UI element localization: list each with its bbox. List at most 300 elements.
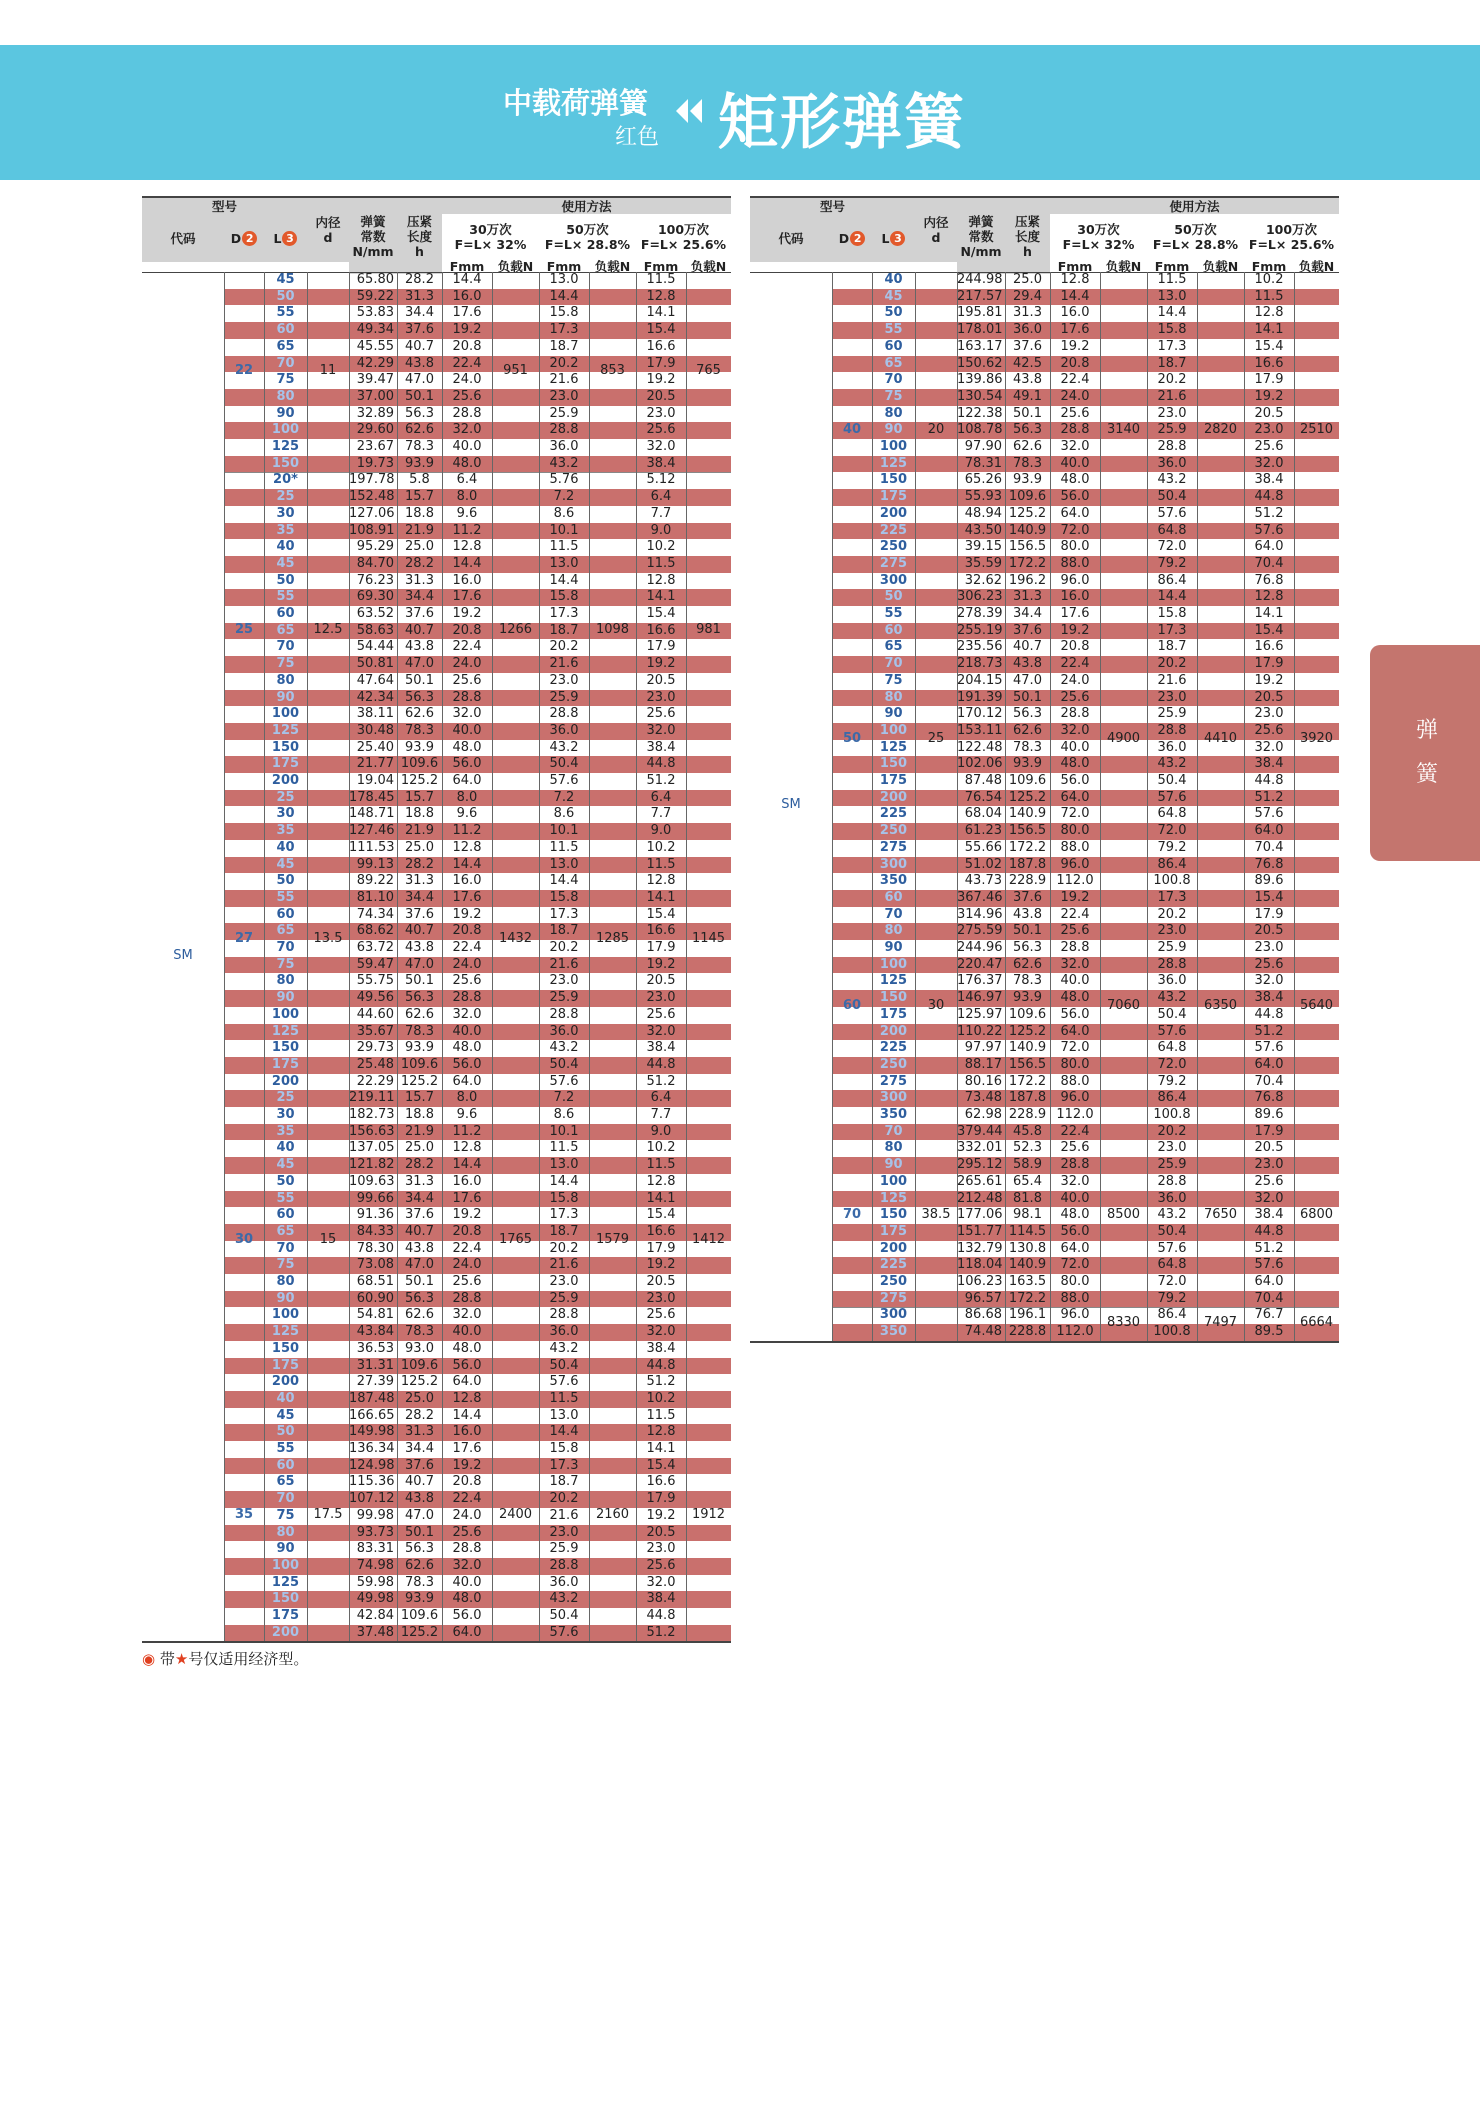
table-row: [832, 589, 1339, 606]
header-D: D 2: [832, 214, 872, 262]
row-fmm-30: 28.8: [1060, 940, 1090, 955]
row-fmm-30: 12.8: [452, 1390, 482, 1406]
row-fmm-100: 23.0: [1254, 940, 1284, 955]
row-fmm-50: 21.6: [1157, 672, 1187, 688]
table-row: [224, 305, 731, 322]
row-spring-constant: 61.23: [964, 823, 1002, 839]
row-length-L: 200: [271, 773, 300, 788]
row-fmm-100: 7.7: [650, 806, 672, 822]
row-fmm-50: 17.3: [549, 606, 579, 621]
row-fmm-100: 44.8: [1254, 773, 1284, 788]
row-fmm-100: 15.4: [646, 322, 676, 338]
row-fmm-100: 32.0: [1254, 739, 1284, 755]
row-compressed-length: 21.9: [405, 1123, 434, 1139]
table-row: [832, 756, 1339, 773]
row-compressed-length: 109.6: [1008, 489, 1047, 505]
row-fmm-30: 16.0: [1060, 305, 1090, 321]
header-spring-constant: 弹簧 常数 N/mm: [957, 198, 1005, 274]
row-compressed-length: 25.0: [405, 1390, 434, 1406]
row-length-L: 200: [879, 505, 908, 521]
row-fmm-50: 36.0: [549, 722, 579, 738]
table-row: [224, 1107, 731, 1124]
row-fmm-100: 9.0: [650, 522, 672, 538]
row-fmm-100: 16.6: [646, 1223, 676, 1239]
row-length-L: 60: [884, 889, 903, 905]
column-divider: [1050, 272, 1051, 1341]
table-row: [832, 1191, 1339, 1208]
row-spring-constant: 108.91: [349, 522, 395, 538]
row-length-L: 75: [276, 1507, 295, 1523]
row-compressed-length: 78.3: [405, 1324, 434, 1340]
row-length-L: 100: [271, 422, 300, 438]
table-row: [224, 890, 731, 907]
row-length-L: 50: [884, 305, 903, 321]
row-fmm-30: 64.0: [1060, 505, 1090, 521]
row-fmm-30: 32.0: [1060, 722, 1090, 738]
row-spring-constant: 218.73: [957, 656, 1003, 672]
row-fmm-100: 16.6: [1254, 639, 1284, 655]
row-compressed-length: 125.2: [1008, 789, 1047, 805]
row-fmm-30: 32.0: [452, 422, 482, 438]
table-row: [224, 356, 731, 373]
row-fmm-100: 16.6: [1254, 355, 1284, 371]
row-compressed-length: 52.3: [1013, 1140, 1042, 1156]
table-row: [224, 339, 731, 356]
table-row: [832, 406, 1339, 423]
row-fmm-50: 50.4: [1157, 773, 1187, 788]
row-compressed-length: 47.0: [1013, 672, 1042, 688]
table-row: [832, 573, 1339, 590]
row-fmm-100: 32.0: [646, 1023, 676, 1039]
table-row: [224, 1591, 731, 1608]
row-fmm-30: 9.6: [456, 505, 478, 521]
table-row: [224, 1224, 731, 1241]
row-fmm-50: 17.3: [1157, 889, 1187, 905]
row-length-L: 250: [879, 539, 908, 555]
row-compressed-length: 34.4: [405, 1190, 434, 1206]
row-length-L: 200: [271, 1073, 300, 1089]
row-fmm-100: 15.4: [646, 906, 676, 922]
side-tab-springs[interactable]: [1370, 645, 1480, 861]
row-fmm-30: 22.4: [1060, 372, 1090, 388]
row-fmm-100: 44.8: [646, 1357, 676, 1373]
group-load-30: 1432: [498, 931, 533, 946]
row-fmm-100: 89.5: [1254, 1324, 1284, 1340]
row-fmm-100: 10.2: [646, 539, 676, 555]
row-compressed-length: 58.9: [1013, 1157, 1042, 1173]
row-fmm-100: 20.5: [1254, 1140, 1284, 1156]
row-fmm-100: 64.0: [1254, 823, 1284, 839]
row-fmm-30: 56.0: [452, 1608, 482, 1623]
group-load-100: 1912: [691, 1507, 726, 1523]
row-fmm-50: 20.2: [549, 940, 579, 955]
row-spring-constant: 42.84: [356, 1608, 394, 1623]
row-fmm-50: 17.3: [1157, 622, 1187, 638]
row-spring-constant: 80.16: [964, 1073, 1002, 1089]
column-divider: [397, 272, 398, 1641]
table-row: [224, 1124, 731, 1141]
row-compressed-length: 25.0: [1013, 272, 1042, 287]
table-row: [832, 940, 1339, 957]
table-row: [224, 606, 731, 623]
row-length-L: 90: [884, 706, 903, 722]
row-fmm-100: 57.6: [1254, 1040, 1284, 1056]
row-compressed-length: 228.9: [1008, 1107, 1047, 1122]
table-row: [224, 1608, 731, 1625]
row-length-L: 150: [271, 455, 300, 471]
row-spring-constant: 35.59: [964, 555, 1002, 571]
table-row: [224, 706, 731, 723]
table-row: [832, 389, 1339, 406]
row-fmm-100: 17.9: [1254, 656, 1284, 672]
row-fmm-100: 38.4: [646, 455, 676, 471]
table-row: [832, 1324, 1339, 1341]
row-spring-constant: 156.63: [349, 1123, 395, 1139]
table-row: [224, 723, 731, 740]
row-fmm-50: 28.8: [549, 1307, 579, 1323]
row-spring-constant: 44.60: [356, 1006, 394, 1022]
row-fmm-30: 20.8: [452, 1474, 482, 1490]
table-row: [224, 1307, 731, 1324]
row-length-L: 50: [276, 1173, 295, 1189]
header-model: 型号: [750, 198, 915, 214]
row-fmm-30: 16.0: [452, 873, 482, 889]
row-fmm-30: 20.8: [1060, 355, 1090, 371]
row-fmm-100: 10.2: [646, 1390, 676, 1406]
row-length-L: 175: [271, 1056, 300, 1072]
row-fmm-100: 57.6: [1254, 1257, 1284, 1273]
table-row: [832, 1007, 1339, 1024]
group-load-100: 765: [696, 363, 721, 379]
table-row: [832, 1274, 1339, 1291]
column-divider: [1244, 272, 1245, 1341]
group-load-30: 8330: [1106, 1315, 1141, 1331]
row-fmm-100: 15.4: [1254, 889, 1284, 905]
row-compressed-length: 43.8: [1013, 906, 1042, 922]
row-length-L: 175: [879, 773, 908, 788]
row-compressed-length: 43.8: [1013, 372, 1042, 388]
star-icon: ★: [174, 1650, 189, 1668]
row-compressed-length: 40.7: [405, 1223, 434, 1239]
row-compressed-length: 78.3: [405, 1023, 434, 1039]
row-fmm-100: 10.2: [646, 839, 676, 855]
row-fmm-100: 38.4: [1254, 756, 1284, 772]
table-row: [832, 556, 1339, 573]
table-row: [832, 322, 1339, 339]
row-fmm-100: 32.0: [1254, 973, 1284, 989]
row-fmm-50: 21.6: [549, 1257, 579, 1273]
row-fmm-100: 89.6: [1254, 873, 1284, 889]
row-fmm-100: 19.2: [1254, 672, 1284, 688]
table-row: [224, 973, 731, 990]
row-spring-constant: 30.48: [356, 722, 394, 738]
row-fmm-50: 25.9: [1157, 1157, 1187, 1173]
row-length-L: 75: [276, 372, 295, 388]
row-fmm-50: 17.3: [549, 906, 579, 922]
row-compressed-length: 109.6: [400, 1608, 439, 1623]
side-tab-char-1: 弹: [1415, 718, 1438, 743]
row-spring-constant: 130.54: [957, 388, 1003, 404]
row-fmm-30: 28.8: [452, 405, 482, 421]
row-fmm-100: 12.8: [646, 1424, 676, 1440]
row-fmm-30: 19.2: [452, 1207, 482, 1223]
row-compressed-length: 18.8: [405, 505, 434, 521]
table-row: [224, 322, 731, 339]
row-spring-constant: 204.15: [957, 672, 1003, 688]
row-length-L: 75: [276, 956, 295, 972]
table-row: [832, 973, 1339, 990]
row-fmm-50: 64.8: [1157, 806, 1187, 822]
row-fmm-50: 20.2: [1157, 906, 1187, 922]
row-fmm-50: 13.0: [1157, 288, 1187, 304]
row-fmm-50: 72.0: [1157, 1274, 1187, 1289]
row-fmm-50: 86.4: [1157, 1090, 1187, 1106]
table-row: [224, 506, 731, 523]
row-fmm-100: 32.0: [646, 1574, 676, 1590]
row-spring-constant: 36.53: [356, 1340, 394, 1356]
header-inner-diameter: 内径 d: [915, 198, 957, 262]
table-row: [224, 756, 731, 773]
row-fmm-30: 32.0: [1060, 1173, 1090, 1189]
row-compressed-length: 28.2: [405, 555, 434, 571]
row-compressed-length: 34.4: [405, 889, 434, 905]
table-row: [832, 1207, 1339, 1224]
row-length-L: 150: [879, 1207, 908, 1223]
row-spring-constant: 51.02: [964, 856, 1002, 872]
row-compressed-length: 187.8: [1008, 1090, 1047, 1106]
table-row: [224, 1024, 731, 1041]
row-spring-constant: 99.13: [356, 856, 394, 872]
row-fmm-100: 23.0: [1254, 422, 1284, 438]
table-row: [224, 1341, 731, 1358]
group-D-value: 30: [234, 1231, 254, 1247]
row-length-L: 225: [879, 1257, 908, 1273]
row-fmm-50: 28.8: [549, 422, 579, 438]
row-compressed-length: 36.0: [1013, 322, 1042, 338]
row-fmm-100: 44.8: [646, 1608, 676, 1623]
row-fmm-50: 14.4: [549, 288, 579, 304]
row-compressed-length: 50.1: [1013, 405, 1042, 421]
row-compressed-length: 62.6: [405, 1557, 434, 1573]
row-compressed-length: 18.8: [405, 806, 434, 822]
row-fmm-30: 80.0: [1060, 1274, 1090, 1289]
row-fmm-100: 19.2: [646, 1507, 676, 1523]
row-fmm-50: 25.9: [1157, 422, 1187, 438]
row-spring-constant: 63.52: [356, 606, 394, 621]
row-fmm-100: 32.0: [1254, 1190, 1284, 1206]
row-fmm-30: 19.2: [1060, 622, 1090, 638]
row-fmm-100: 14.1: [646, 589, 676, 605]
row-length-L: 225: [879, 806, 908, 822]
row-fmm-50: 100.8: [1153, 1324, 1191, 1340]
row-fmm-30: 40.0: [1060, 455, 1090, 471]
row-compressed-length: 25.0: [405, 539, 434, 555]
row-spring-constant: 59.47: [356, 956, 394, 972]
row-fmm-30: 64.0: [1060, 789, 1090, 805]
row-spring-constant: 74.48: [964, 1324, 1002, 1340]
row-fmm-30: 14.4: [452, 1407, 482, 1423]
row-spring-constant: 99.98: [356, 1507, 394, 1523]
row-fmm-50: 57.6: [1157, 1240, 1187, 1256]
row-length-L: 125: [271, 722, 300, 738]
row-fmm-50: 23.0: [549, 672, 579, 688]
row-fmm-50: 20.2: [1157, 656, 1187, 672]
row-spring-constant: 39.15: [964, 539, 1002, 555]
row-fmm-30: 19.2: [452, 322, 482, 338]
column-divider: [832, 272, 833, 1341]
row-compressed-length: 56.3: [1013, 940, 1042, 955]
row-fmm-30: 48.0: [452, 1340, 482, 1356]
table-row: [832, 823, 1339, 840]
row-spring-constant: 50.81: [356, 656, 394, 672]
row-fmm-100: 11.5: [646, 555, 676, 571]
row-fmm-100: 7.7: [650, 505, 672, 521]
row-fmm-100: 14.1: [1254, 322, 1284, 338]
row-length-L: 55: [276, 1441, 295, 1456]
row-length-L: 175: [271, 1357, 300, 1373]
group-load-50: 2820: [1203, 421, 1238, 437]
row-spring-constant: 62.98: [964, 1107, 1002, 1122]
row-compressed-length: 43.8: [405, 355, 434, 371]
row-fmm-30: 64.0: [1060, 1023, 1090, 1039]
row-compressed-length: 109.6: [400, 1056, 439, 1072]
row-fmm-100: 51.2: [1254, 789, 1284, 805]
table-row: [224, 1391, 731, 1408]
row-fmm-100: 64.0: [1254, 1056, 1284, 1072]
table-row: [832, 523, 1339, 540]
row-fmm-30: 11.2: [452, 522, 482, 538]
row-compressed-length: 34.4: [405, 1441, 434, 1456]
group-load-30: 8500: [1106, 1206, 1141, 1222]
row-spring-constant: 110.22: [957, 1023, 1003, 1039]
row-fmm-30: 88.0: [1060, 839, 1090, 855]
bullet-icon: ◉: [142, 1650, 156, 1668]
row-spring-constant: 45.55: [356, 338, 394, 354]
row-spring-constant: 178.01: [957, 322, 1003, 338]
row-fmm-30: 14.4: [452, 856, 482, 872]
group-inner-diameter: 13.5: [313, 931, 343, 946]
table-header: [142, 196, 731, 274]
row-compressed-length: 37.6: [1013, 622, 1042, 638]
group-load-30: 4900: [1106, 730, 1141, 746]
row-compressed-length: 62.6: [1013, 956, 1042, 972]
group-load-50: 2160: [595, 1507, 630, 1523]
row-compressed-length: 130.8: [1008, 1240, 1047, 1256]
row-spring-constant: 177.06: [957, 1207, 1003, 1223]
row-fmm-100: 6.4: [650, 1090, 672, 1106]
row-length-L: 150: [271, 1040, 300, 1056]
row-fmm-30: 24.0: [452, 1507, 482, 1523]
row-fmm-30: 40.0: [452, 1023, 482, 1039]
row-fmm-50: 21.6: [549, 1507, 579, 1523]
row-length-L: 25: [276, 1090, 295, 1106]
row-fmm-50: 36.0: [1157, 1190, 1187, 1206]
table-row: [832, 857, 1339, 874]
row-spring-constant: 109.63: [349, 1173, 395, 1189]
row-compressed-length: 47.0: [405, 1257, 434, 1273]
table-row: [224, 1541, 731, 1558]
row-compressed-length: 228.8: [1008, 1324, 1047, 1340]
row-fmm-50: 25.9: [549, 689, 579, 705]
row-fmm-30: 48.0: [1060, 756, 1090, 772]
table-row: [224, 1291, 731, 1308]
row-length-L: 70: [276, 1240, 295, 1256]
row-spring-constant: 217.57: [957, 288, 1003, 304]
row-fmm-100: 20.5: [1254, 689, 1284, 705]
row-spring-constant: 152.48: [349, 489, 395, 505]
row-spring-constant: 187.48: [349, 1390, 395, 1406]
row-fmm-50: 21.6: [1157, 388, 1187, 404]
row-fmm-30: 72.0: [1060, 1257, 1090, 1273]
column-divider: [1147, 272, 1148, 1341]
row-compressed-length: 31.3: [405, 572, 434, 588]
group-D-value: 70: [842, 1206, 862, 1222]
row-fmm-50: 13.0: [549, 856, 579, 872]
row-spring-constant: 139.86: [957, 372, 1003, 388]
row-fmm-50: 13.0: [549, 555, 579, 571]
row-length-L: 175: [879, 1223, 908, 1239]
row-length-L: 50: [276, 572, 295, 588]
row-fmm-30: 22.4: [452, 355, 482, 371]
row-fmm-30: 28.8: [452, 689, 482, 705]
row-fmm-50: 50.4: [549, 1608, 579, 1623]
row-length-L: 250: [879, 1274, 908, 1289]
row-fmm-100: 23.0: [646, 405, 676, 421]
row-compressed-length: 78.3: [1013, 973, 1042, 989]
row-fmm-50: 28.8: [1157, 1173, 1187, 1189]
row-code-value: SM: [781, 797, 801, 813]
column-divider: [224, 272, 225, 1641]
row-fmm-100: 15.4: [1254, 338, 1284, 354]
row-length-L: 175: [271, 1608, 300, 1623]
table-row: [832, 1140, 1339, 1157]
row-spring-constant: 367.46: [957, 889, 1003, 905]
header-inner-diameter: 内径 d: [307, 198, 349, 262]
table-row: [832, 1040, 1339, 1057]
row-compressed-length: 28.2: [405, 1407, 434, 1423]
column-divider: [589, 272, 590, 1641]
row-fmm-30: 80.0: [1060, 539, 1090, 555]
row-compressed-length: 228.9: [1008, 873, 1047, 889]
group-D-value: 35: [234, 1507, 254, 1523]
row-fmm-100: 23.0: [646, 1290, 676, 1306]
row-fmm-100: 70.4: [1254, 1290, 1284, 1306]
row-length-L: 35: [276, 823, 295, 839]
table-row: [224, 690, 731, 707]
row-fmm-100: 23.0: [646, 990, 676, 1006]
row-fmm-50: 7.2: [553, 789, 575, 805]
row-fmm-50: 50.4: [549, 1357, 579, 1373]
row-fmm-30: 14.4: [452, 555, 482, 571]
row-compressed-length: 43.8: [405, 940, 434, 955]
row-compressed-length: 62.6: [405, 422, 434, 438]
row-fmm-50: 86.4: [1157, 856, 1187, 872]
table-row: [832, 1174, 1339, 1191]
row-spring-constant: 32.62: [964, 572, 1002, 588]
row-fmm-50: 79.2: [1157, 839, 1187, 855]
row-length-L: 25: [276, 489, 295, 505]
group-D-value: 60: [842, 997, 862, 1013]
row-length-L: 30: [276, 505, 295, 521]
group-load-100: 2510: [1299, 421, 1334, 437]
row-compressed-length: 125.2: [400, 1624, 439, 1640]
row-compressed-length: 172.2: [1008, 839, 1047, 855]
table-row: [832, 790, 1339, 807]
row-fmm-50: 25.9: [549, 990, 579, 1006]
row-spring-constant: 74.34: [356, 906, 394, 922]
row-length-L: 300: [879, 1090, 908, 1106]
row-fmm-50: 23.0: [1157, 923, 1187, 939]
